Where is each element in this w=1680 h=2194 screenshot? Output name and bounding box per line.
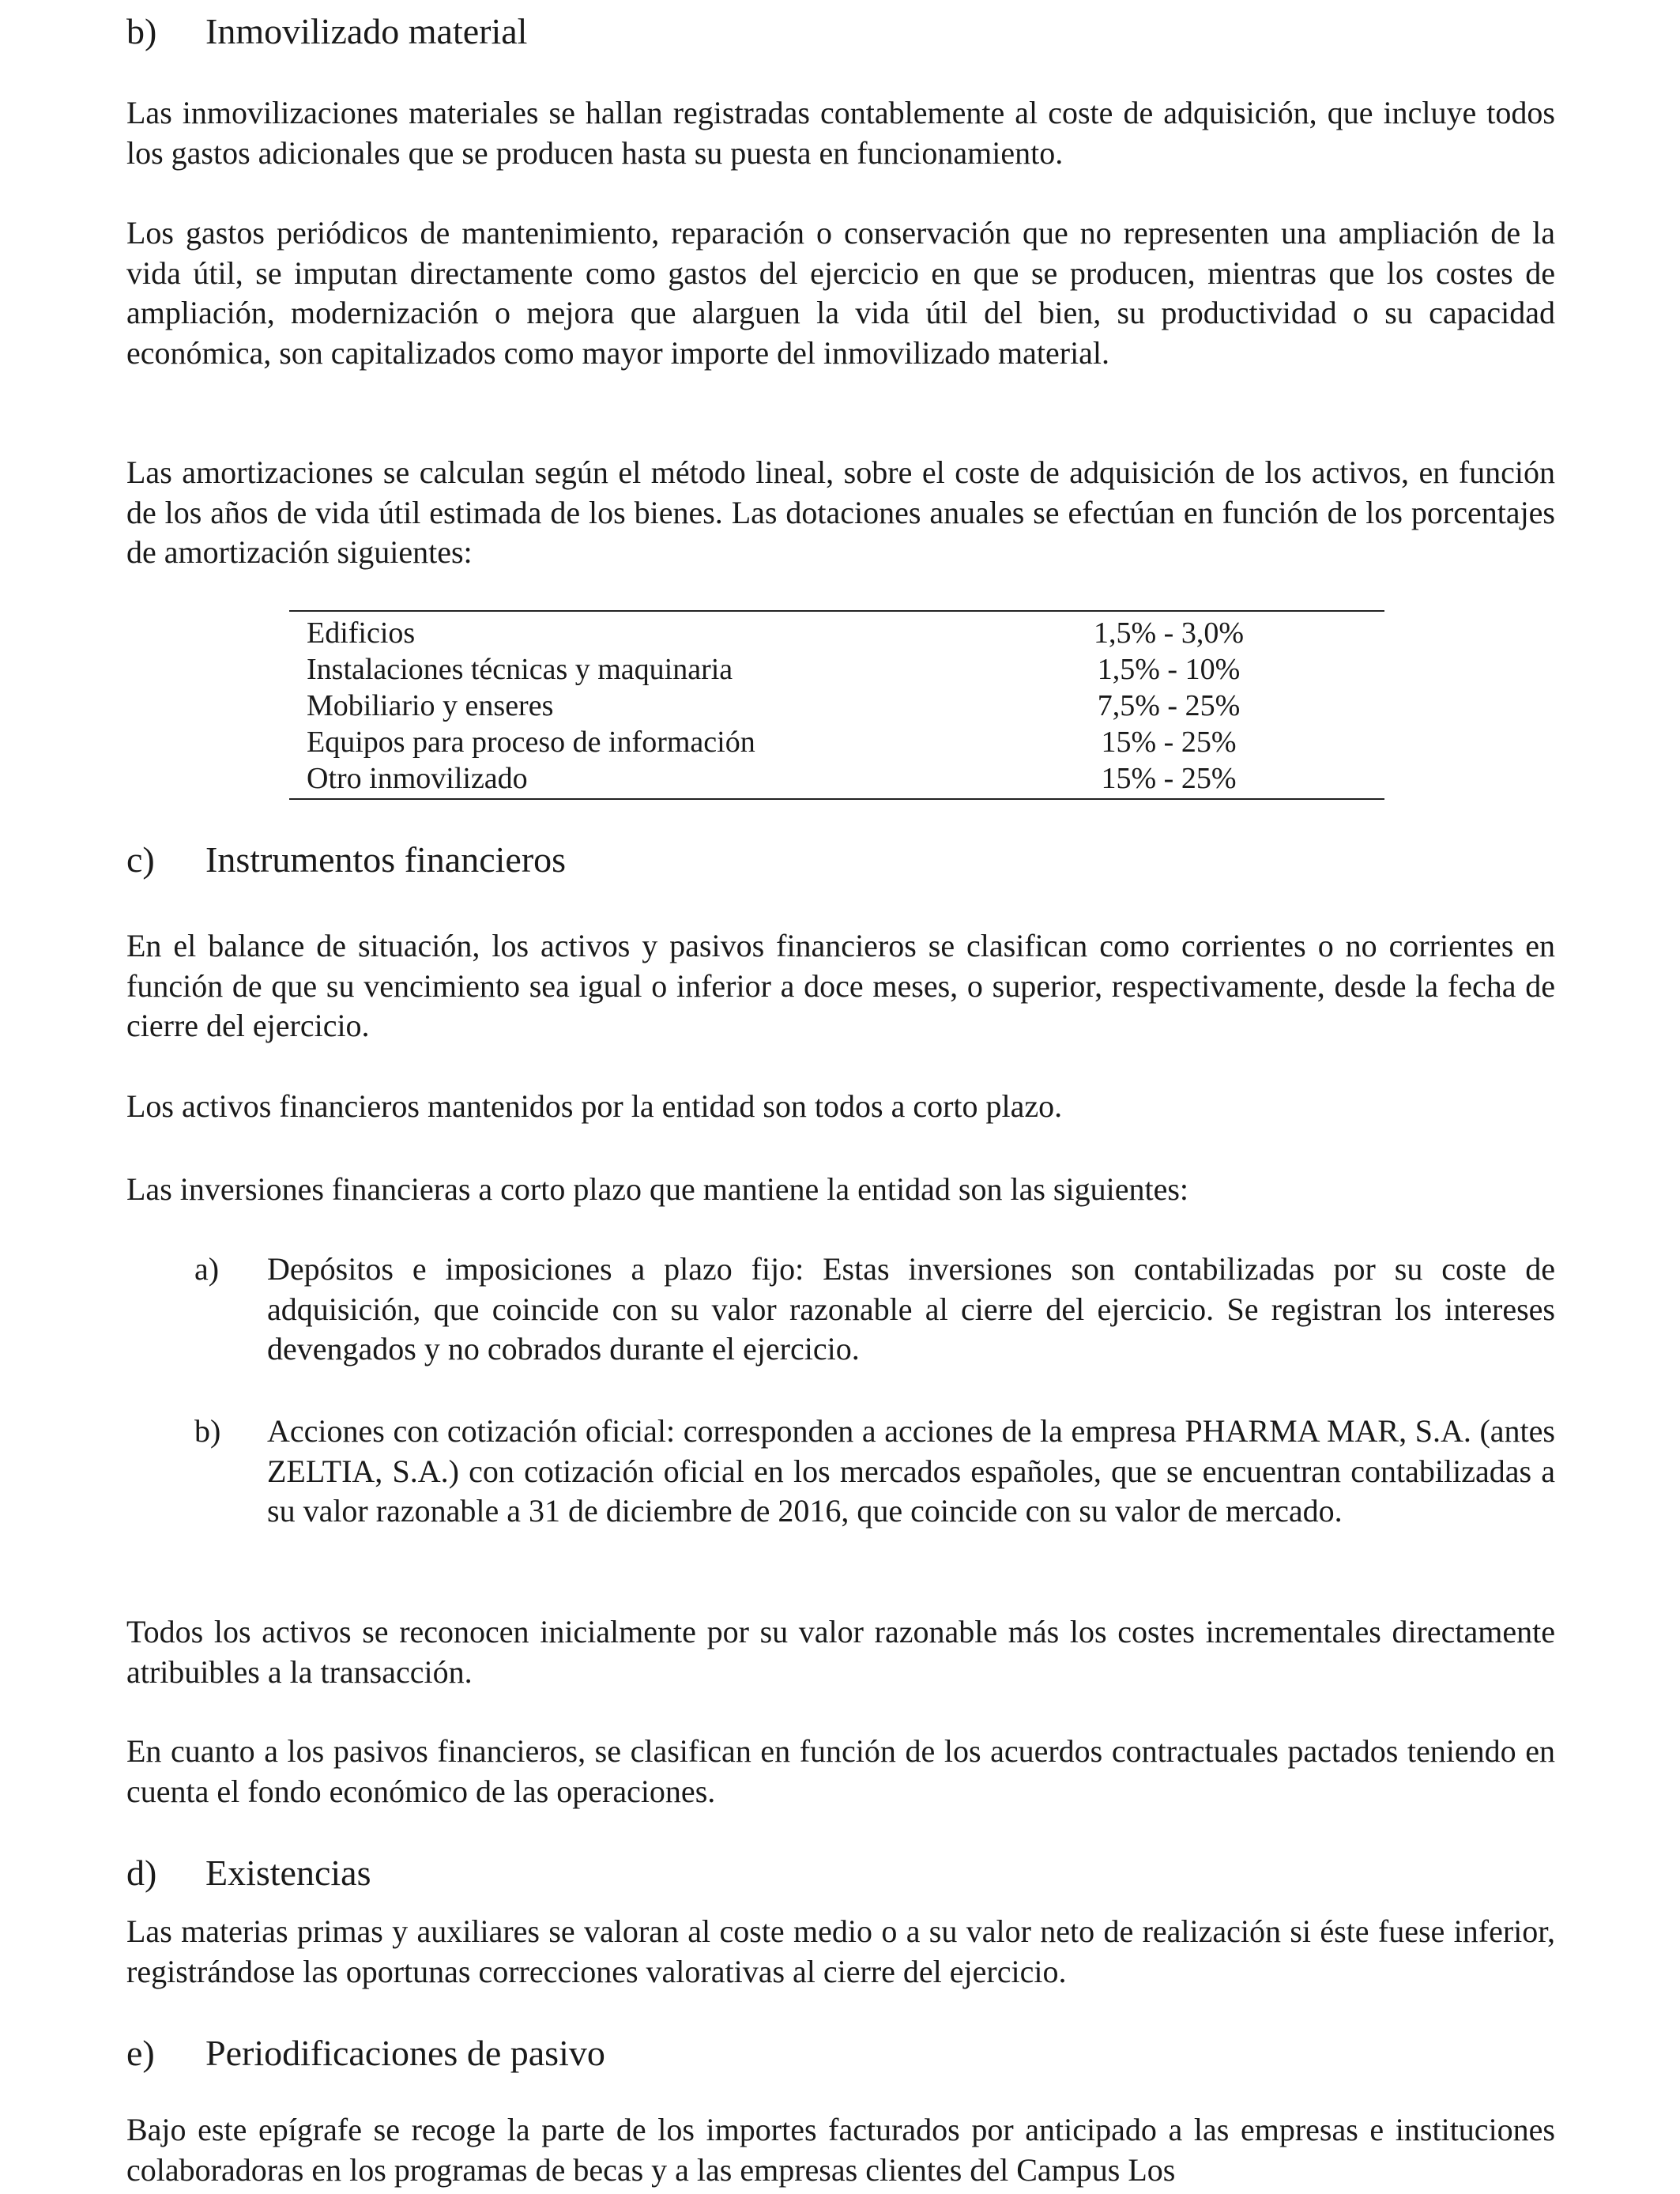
section-c-paragraph-5: En cuanto a los pasivos financieros, se clasifican en función de los acuerdos contractuales pactados teniendo en cuenta el fondo económico de las operaciones.: [126, 1733, 1555, 1809]
section-c-paragraph-2: Los activos financieros mantenidos por la entidad son todos a corto plazo.: [126, 1088, 1063, 1124]
table-row: [289, 724, 1384, 760]
table-row: [289, 611, 1384, 651]
section-b-title: Inmovilizado material: [205, 11, 528, 51]
section-b-paragraph-2: Los gastos periódicos de mantenimiento, reparación o conservación que no representen una ampliación de la vida útil, se imputan directamente como gastos del ejercicio en que se producen, mientras que los costes de ampliación, modernización o mejora que alarguen la vida útil del bien, su productividad o su capacidad económica, son capitalizados como mayor importe del inmovilizado material.: [126, 215, 1555, 371]
section-b-paragraph-1: Las inmovilizaciones materiales se hallan registradas contablemente al coste de adquisición, que incluye todos los gastos adicionales que se producen hasta su puesta en funcionamiento.: [126, 95, 1555, 171]
section-c-heading: [126, 838, 566, 882]
list-marker: b): [194, 1413, 221, 1449]
section-c-letter: c): [126, 839, 155, 880]
depreciation-rate: 15% - 25%: [1101, 726, 1237, 759]
section-d-letter: d): [126, 1853, 157, 1893]
table-row: [289, 651, 1384, 688]
depreciation-rate: 15% - 25%: [1101, 762, 1237, 795]
section-b-letter: b): [126, 11, 157, 51]
section-d-heading: [126, 1851, 371, 1895]
list-item-text: Depósitos e imposiciones a plazo fijo: Estas inversiones son contabilizadas por su coste de adquisición, que coincide con su valor razonable al cierre del ejercicio. Se registran los intereses devengados y no cobrados durante el ejercicio.: [267, 1251, 1555, 1367]
asset-name: Edificios: [307, 616, 416, 650]
section-e-letter: e): [126, 2033, 155, 2073]
depreciation-rates-table: [289, 610, 1384, 800]
section-b-heading: [126, 9, 527, 54]
section-b-paragraph-3: Las amortizaciones se calculan según el método lineal, sobre el coste de adquisición de los activos, en función de los años de vida útil estimada de los bienes. Las dotaciones anuales se efectúan en función de los porcentajes de amortización siguientes:: [126, 454, 1555, 570]
depreciation-rate: 7,5% - 25%: [1097, 689, 1241, 722]
depreciation-rate: 1,5% - 3,0%: [1094, 616, 1244, 650]
depreciation-rate: 1,5% - 10%: [1097, 653, 1241, 686]
section-c-paragraph-1: En el balance de situación, los activos y pasivos financieros se clasifican como corrientes o no corrientes en función de que su vencimiento sea igual o inferior a doce meses, o superior, respectivamente, desde la fecha de cierre del ejercicio.: [126, 928, 1555, 1043]
section-c-paragraph-3: Las inversiones financieras a corto plazo que mantiene la entidad son las siguientes:: [126, 1171, 1189, 1207]
asset-name: Otro inmovilizado: [307, 762, 528, 795]
section-e-heading: [126, 2031, 605, 2075]
section-c-paragraph-4: Todos los activos se reconocen inicialmente por su valor razonable más los costes incrementales directamente atribuibles a la transacción.: [126, 1614, 1555, 1690]
asset-name: Mobiliario y enseres: [307, 689, 554, 722]
asset-name: Equipos para proceso de información: [307, 726, 755, 759]
section-e-title: Periodificaciones de pasivo: [205, 2033, 605, 2073]
list-marker: a): [194, 1251, 220, 1287]
list-item-text: Acciones con cotización oficial: corresponden a acciones de la empresa PHARMA MAR, S.A. (antes ZELTIA, S.A.) con cotización oficial en los mercados españoles, que se encuentran contabilizadas a su valor razonable a 31 de diciembre de 2016, que coincide con su valor de mercado.: [267, 1413, 1555, 1529]
table-row: [289, 760, 1384, 799]
table-row: [289, 688, 1384, 724]
section-d-paragraph-1: Las materias primas y auxiliares se valoran al coste medio o a su valor neto de realización si éste fuese inferior, registrándose las oportunas correcciones valorativas al cierre del ejercicio.: [126, 1913, 1555, 1989]
asset-name: Instalaciones técnicas y maquinaria: [307, 653, 733, 686]
section-e-paragraph-1: Bajo este epígrafe se recoge la parte de los importes facturados por anticipado a las empresas e instituciones colaboradoras en los programas de becas y a las empresas clientes del Campus Los: [126, 2112, 1555, 2188]
section-d-title: Existencias: [205, 1853, 371, 1893]
section-c-title: Instrumentos financieros: [205, 839, 567, 880]
